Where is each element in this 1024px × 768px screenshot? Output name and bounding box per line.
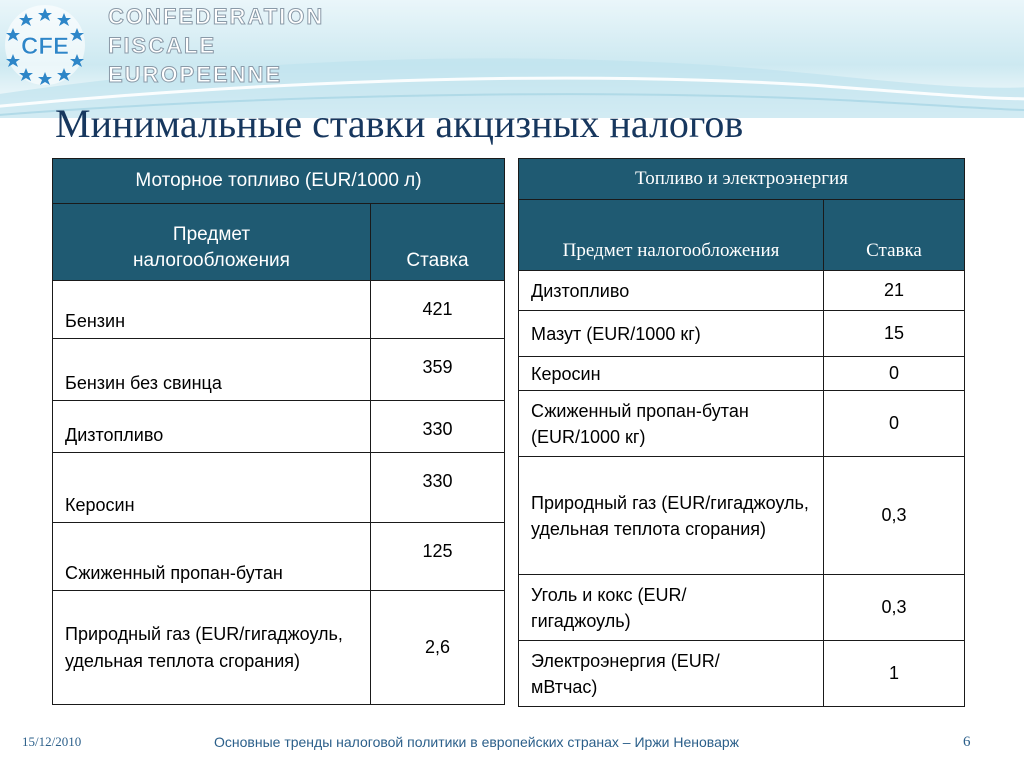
logo-wordmark bbox=[108, 2, 324, 89]
logo-line-3: EUROPEENNE bbox=[108, 62, 283, 87]
row-value: 125 bbox=[371, 523, 505, 591]
slide-title: Минимальные ставки акцизных налогов bbox=[55, 101, 744, 146]
row-name: Природный газ (EUR/гигаджоуль, удельная теплота сгорания) bbox=[53, 591, 371, 705]
table-row bbox=[53, 281, 505, 339]
row-name: Сжиженный пропан-бутан (EUR/1000 кг) bbox=[519, 391, 824, 457]
table-row bbox=[519, 271, 965, 311]
row-name: Уголь и кокс (EUR/гигаджоуль) bbox=[519, 575, 824, 641]
row-name: Бензин без свинца bbox=[53, 339, 371, 401]
column-header-rate bbox=[371, 204, 505, 281]
column-header-rate-label: Ставка bbox=[866, 240, 922, 261]
row-value: 0,3 bbox=[824, 457, 965, 575]
row-value: 2,6 bbox=[371, 591, 505, 705]
row-name: Дизтопливо bbox=[519, 271, 824, 311]
logo-line-1: CONFEDERATION bbox=[108, 4, 325, 29]
logo-line-2: FISCALE bbox=[108, 33, 217, 58]
row-value: 0 bbox=[824, 357, 965, 391]
table-row bbox=[519, 457, 965, 575]
row-value: 421 bbox=[371, 281, 505, 339]
row-value: 0 bbox=[824, 391, 965, 457]
column-header-subject bbox=[519, 200, 824, 271]
logo-abbr: CFE bbox=[21, 33, 69, 60]
column-header-rate bbox=[824, 200, 965, 271]
column-header-subject-label: Предмет налогообложения bbox=[133, 224, 290, 271]
motor-fuel-table bbox=[52, 158, 505, 705]
row-name: Бензин bbox=[53, 281, 371, 339]
row-value: 330 bbox=[371, 401, 505, 453]
row-value: 330 bbox=[371, 453, 505, 523]
row-value: 359 bbox=[371, 339, 505, 401]
page-number: 6 bbox=[963, 734, 971, 750]
row-name: Керосин bbox=[53, 453, 371, 523]
row-name: Природный газ (EUR/гигаджоуль, удельная теплота сгорания) bbox=[519, 457, 824, 575]
row-value: 1 bbox=[824, 641, 965, 707]
table-row bbox=[53, 523, 505, 591]
footer-date: 15/12/2010 bbox=[22, 734, 82, 749]
table-row bbox=[53, 591, 505, 705]
column-header-subject bbox=[53, 204, 371, 281]
row-name: Мазут (EUR/1000 кг) bbox=[519, 311, 824, 357]
table-row bbox=[53, 339, 505, 401]
row-name: Керосин bbox=[519, 357, 824, 391]
row-value: 21 bbox=[824, 271, 965, 311]
table-row bbox=[53, 453, 505, 523]
table-row bbox=[519, 575, 965, 641]
table-row bbox=[519, 311, 965, 357]
row-name: Дизтопливо bbox=[53, 401, 371, 453]
fuel-electricity-table bbox=[518, 158, 965, 707]
table-row bbox=[519, 357, 965, 391]
row-name: Сжиженный пропан-бутан bbox=[53, 523, 371, 591]
table-caption: Топливо и электроэнергия bbox=[519, 159, 965, 200]
cfe-logo bbox=[2, 2, 88, 88]
table-row bbox=[519, 641, 965, 707]
table-row bbox=[53, 401, 505, 453]
row-value: 0,3 bbox=[824, 575, 965, 641]
row-value: 15 bbox=[824, 311, 965, 357]
footer-text: Основные тренды налоговой политики в европейских странах – Иржи Неноварж bbox=[214, 734, 740, 750]
table-caption: Моторное топливо (EUR/1000 л) bbox=[53, 159, 505, 204]
column-header-subject-label: Предмет налогообложения bbox=[562, 240, 780, 261]
table-row bbox=[519, 391, 965, 457]
row-name: Электроэнергия (EUR/мВтчас) bbox=[519, 641, 824, 707]
column-header-rate-label: Ставка bbox=[406, 250, 469, 271]
